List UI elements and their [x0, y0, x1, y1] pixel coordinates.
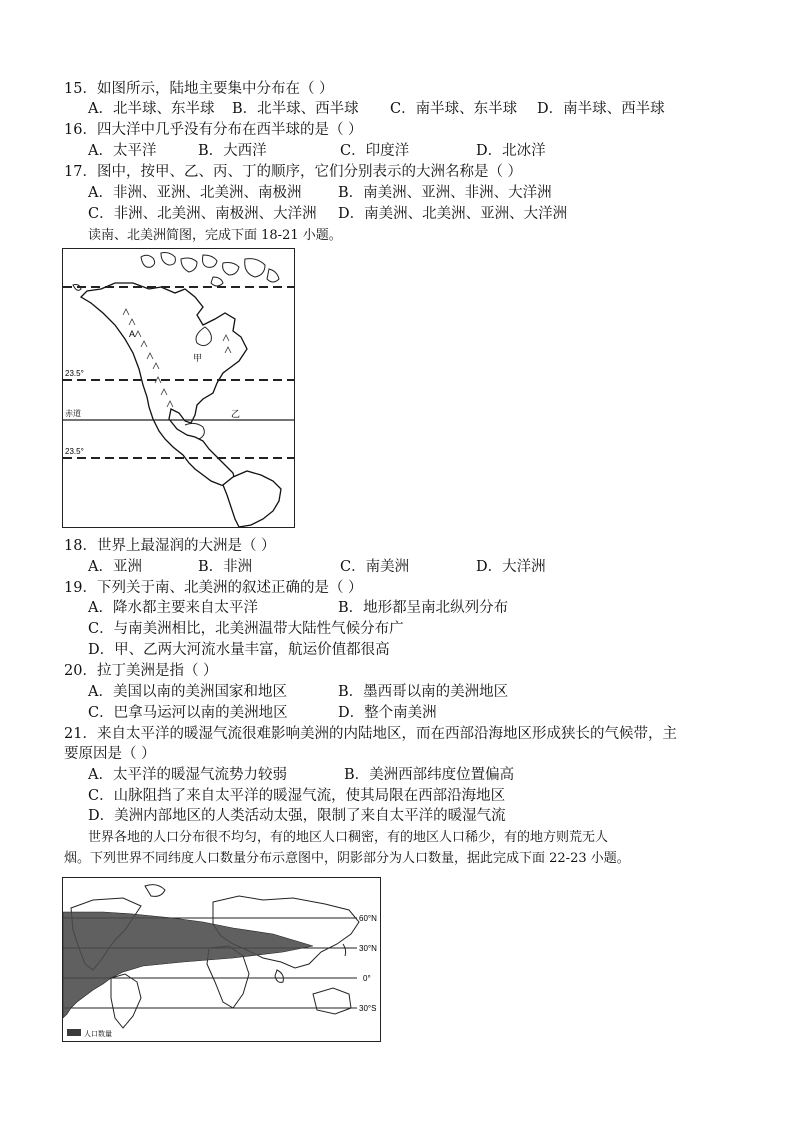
q19-stem: 19．下列关于南、北美洲的叙述正确的是（ ）	[64, 580, 363, 596]
q20-option-a[interactable]: A．美国以南的美洲国家和地区	[88, 684, 287, 700]
q19-option-a[interactable]: A．降水都主要来自太平洋	[88, 600, 258, 616]
q19-option-c[interactable]: C．与南美洲相比，北美洲温带大陆性气候分布广	[88, 621, 404, 637]
q19-option-b[interactable]: B．地形都呈南北纵列分布	[338, 600, 509, 616]
q16-stem: 16．四大洋中几乎没有分布在西半球的是（ ）	[64, 122, 363, 138]
q15-option-b[interactable]: B．北半球、西半球	[232, 101, 359, 117]
q15-option-c[interactable]: C．南半球、东半球	[390, 101, 518, 117]
q18-option-a[interactable]: A．亚洲	[88, 559, 142, 575]
arctic-islands	[73, 253, 279, 291]
legend-label: 人口数量	[84, 1031, 112, 1038]
lat-south-label: 23.5°	[65, 447, 84, 456]
q16-option-a[interactable]: A．太平洋	[88, 143, 157, 159]
point-a-label: A	[129, 329, 136, 339]
q17-option-c[interactable]: C．非洲、北美洲、南极洲、大洋洲	[88, 206, 317, 222]
north-america-outline	[81, 283, 247, 487]
q15-stem: 15．如图所示，陆地主要集中分布在（ ）	[64, 81, 334, 97]
lat-north-label: 23.5°	[65, 369, 84, 378]
intro-18-21: 读南、北美洲简图，完成下面 18-21 小题。	[88, 228, 342, 243]
south-america-outline	[223, 471, 281, 527]
americas-map	[62, 248, 295, 528]
q15-option-d[interactable]: D．南半球、西半球	[537, 101, 665, 117]
q17-option-b[interactable]: B．南美洲、亚洲、非洲、大洋洲	[338, 185, 552, 201]
equator-label: 赤道	[65, 409, 81, 418]
q18-option-c[interactable]: C．南美洲	[340, 559, 410, 575]
q16-option-c[interactable]: C．印度洋	[340, 143, 410, 159]
lat-0-label: 0°	[363, 974, 371, 983]
q18-option-b[interactable]: B．非洲	[198, 559, 253, 575]
lat-30s-label: 30°S	[359, 1004, 377, 1013]
q21-stem-line2: 要原因是（ ）	[64, 746, 156, 762]
lat-60n-label: 60°N	[359, 914, 377, 923]
legend-swatch	[67, 1029, 81, 1036]
q16-option-b[interactable]: B．大西洋	[198, 143, 267, 159]
q21-option-d[interactable]: D．美洲内部地区的人类活动太强，限制了来自太平洋的暖湿气流	[88, 808, 506, 824]
q20-option-b[interactable]: B．墨西哥以南的美洲地区	[338, 684, 509, 700]
river-yi-label: 乙	[231, 409, 241, 419]
q21-stem-line1: 21．来自太平洋的暖湿气流很难影响美洲的内陆地区，而在西部沿海地区形成狭长的气候带，主	[64, 726, 677, 742]
q21-option-c[interactable]: C．山脉阻挡了来自太平洋的暖湿气流，使其局限在西部沿海地区	[88, 788, 506, 804]
q16-option-d[interactable]: D．北冰洋	[476, 143, 546, 159]
americas-map-svg	[63, 249, 294, 527]
q20-stem: 20．拉丁美洲是指（ ）	[64, 663, 218, 679]
river-jia-label: 甲	[193, 353, 203, 363]
q17-option-a[interactable]: A．非洲、亚洲、北美洲、南极洲	[88, 185, 302, 201]
q17-option-d[interactable]: D．南美洲、北美洲、亚洲、大洋洲	[338, 206, 568, 222]
q20-option-d[interactable]: D．整个南美洲	[338, 705, 437, 721]
q15-option-a[interactable]: A．北半球、东半球	[88, 101, 215, 117]
lat-30n-label: 30°N	[359, 944, 377, 953]
q21-option-a[interactable]: A．太平洋的暖湿气流势力较弱	[88, 767, 287, 783]
intro-22-23-line1: 世界各地的人口分布很不均匀，有的地区人口稠密，有的地区人口稀少，有的地方则荒无人	[88, 830, 609, 845]
q17-stem: 17．图中，按甲、乙、丙、丁的顺序，它们分别表示的大洲名称是（ ）	[64, 164, 523, 180]
world-population-svg	[63, 878, 380, 1041]
q18-option-d[interactable]: D．大洋洲	[476, 559, 546, 575]
q20-option-c[interactable]: C．巴拿马运河以南的美洲地区	[88, 705, 288, 721]
q21-option-b[interactable]: B．美洲西部纬度位置偏高	[344, 767, 515, 783]
intro-22-23-line2: 烟。下列世界不同纬度人口数量分布示意图中，阴影部分为人口数量，据此完成下面 22-23 小题。	[64, 851, 630, 866]
q18-stem: 18．世界上最湿润的大洲是（ ）	[64, 538, 276, 554]
world-population-map	[62, 877, 381, 1042]
q19-option-d[interactable]: D．甲、乙两大河流水量丰富，航运价值都很高	[88, 642, 390, 658]
